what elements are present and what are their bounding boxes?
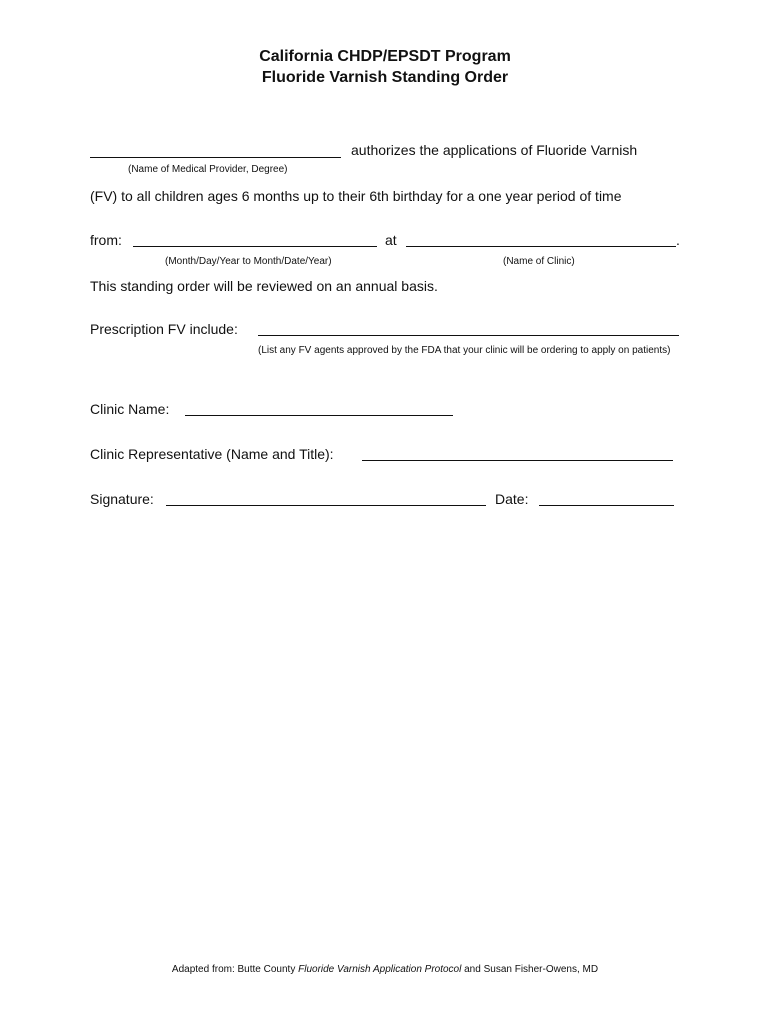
period-mark: .: [676, 232, 680, 248]
clinic-name-label: Clinic Name:: [90, 401, 170, 417]
date-range-field[interactable]: [135, 227, 375, 247]
signature-label: Signature:: [90, 491, 154, 507]
date-field[interactable]: [541, 486, 672, 506]
clinic-rep-field[interactable]: [364, 441, 671, 461]
prescription-caption: (List any FV agents approved by the FDA that your clinic will be ordering to apply on patients): [258, 345, 671, 356]
at-label: at: [385, 232, 397, 248]
prescription-label: Prescription FV include:: [90, 321, 238, 337]
from-label: from:: [90, 232, 122, 248]
provider-name-field[interactable]: [92, 138, 339, 158]
clinic-caption: (Name of Clinic): [503, 256, 575, 267]
clinic-name-field[interactable]: [187, 396, 451, 416]
date-range-caption: (Month/Day/Year to Month/Date/Year): [165, 256, 332, 267]
prescription-field[interactable]: [260, 316, 677, 336]
footer-prefix: Adapted from: Butte County: [171, 964, 299, 975]
form-title-line1: California CHDP/EPSDT Program: [259, 48, 511, 65]
footer-italic-title: Fluoride Varnish Application Protocol: [298, 964, 462, 975]
signature-field[interactable]: [168, 486, 484, 506]
provider-caption: (Name of Medical Provider, Degree): [128, 164, 288, 175]
clinic-at-field[interactable]: [408, 227, 674, 247]
fv-sentence: (FV) to all children ages 6 months up to their 6th birthday for a one year period of time: [90, 188, 622, 204]
footer-attribution: [0, 964, 770, 975]
review-sentence: This standing order will be reviewed on an annual basis.: [90, 278, 438, 294]
date-label: Date:: [495, 491, 529, 507]
clinic-rep-label: Clinic Representative (Name and Title):: [90, 446, 334, 462]
footer-suffix: and Susan Fisher-Owens, MD: [461, 964, 599, 975]
authorizes-text: authorizes the applications of Fluoride Varnish: [351, 142, 638, 158]
form-title-line2: Fluoride Varnish Standing Order: [261, 69, 509, 86]
